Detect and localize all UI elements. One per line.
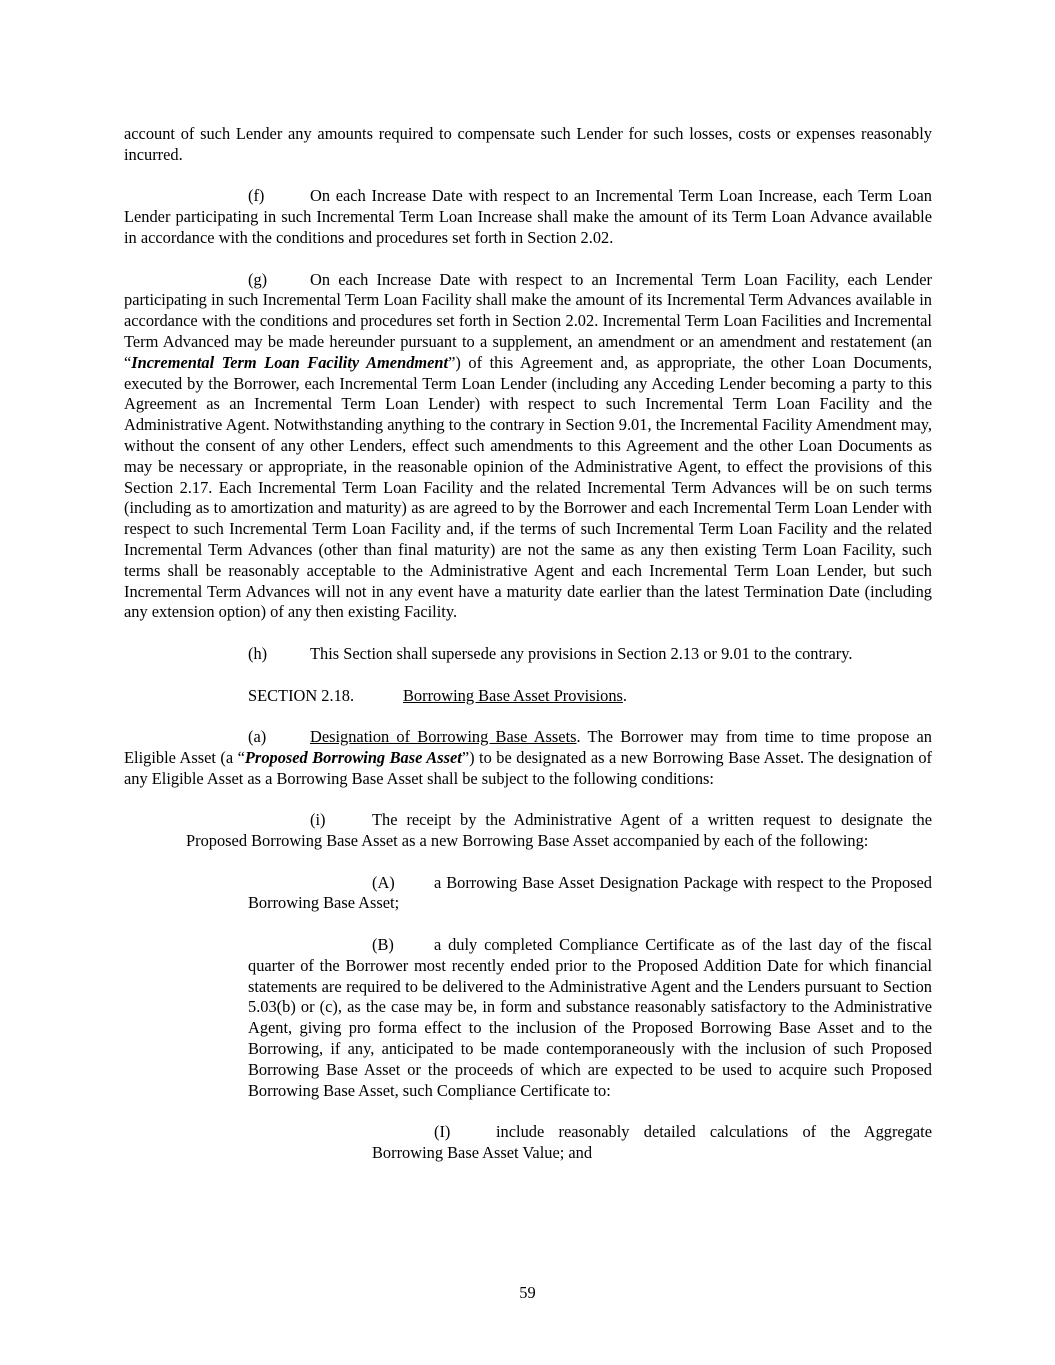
paragraph-i [186, 810, 932, 852]
clause-heading-a: Designation of Borrowing Base Assets [310, 727, 577, 747]
section-heading [124, 686, 932, 707]
clause-text-I: include reasonably detailed calculations of the Aggregate Borrowing Base Asset Value; and [372, 1122, 932, 1163]
defined-term-proposed-asset: Proposed Borrowing Base Asset [244, 747, 462, 767]
section-title: Borrowing Base Asset Provisions [403, 685, 623, 705]
defined-term-incremental-amendment: Incremental Term Loan Facility Amendment [131, 352, 449, 372]
section-title-end: . [622, 685, 628, 705]
clause-text-a-part1: . The Borrower may from time to time propose an Eligible Asset (a “ [124, 727, 933, 767]
document-page [124, 124, 932, 1185]
clause-label-g: (g) [248, 269, 268, 289]
clause-text-f: On each Increase Date with respect to an Incremental Term Loan Increase, each Term Loan Lender participating in such Incremental Term Loan Increase shall make the amount of its Term Loan Advance available in accordance with the conditions and procedures set forth in Section 2.02. [124, 186, 932, 247]
paragraph-f [124, 186, 932, 248]
paragraph-I [372, 1122, 932, 1164]
clause-label-f: (f) [248, 186, 265, 206]
paragraph-h [124, 644, 932, 665]
paragraph-a [124, 727, 932, 789]
paragraph-continuation: account of such Lender any amounts required to compensate such Lender for such losses, costs or expenses reasonably incurred. [124, 124, 932, 164]
clause-text-g-part1: On each Increase Date with respect to an Incremental Term Loan Facility, each Lender participating in such Incremental Term Loan Facility shall make the amount of its Incremental Term Advances available in accordance with the conditions and procedures set forth in Section 2.02. Incremental Term Loan Facilities and Incremental Term Advanced may be made hereunder pursuant to a supplement, an amendment or an amendment and restatement (an “ [124, 269, 932, 372]
paragraph-B [248, 935, 932, 1101]
clause-label-a: (a) [248, 727, 267, 747]
clause-label-B: (B) [372, 935, 394, 955]
page-number: 59 [519, 1283, 536, 1302]
clause-label-i: (i) [310, 810, 326, 830]
clause-text-g-part2: ”) of this Agreement and, as appropriate, the other Loan Documents, executed by the Borrower, each Incremental Term Loan Lender (including any Acceding Lender becoming a party to this Agreement as an Incremental Term Loan Lender) with respect to such Incremental Term Loan Facility and the Administrative Agent. Notwithstanding anything to the contrary in Section 9.01, the Incremental Facility Amendment may, without the consent of any other Lenders, effect such amendments to this Agreement and the other Loan Documents as may be necessary or appropriate, in the reasonable opinion of the Administrative Agent, to effect the provisions of this Section 2.17. Each Incremental Term Loan Facility and the related Incremental Term Advances will be on such terms (including as to amortization and maturity) as are agreed to by the Borrower and each Incremental Term Loan Lender with respect to such Incremental Term Loan Facility and, if the terms of such Incremental Term Loan Facility and the related Incremental Term Advances (other than final maturity) are not the same as any then existing Term Loan Facility, such terms shall be reasonably acceptable to the Administrative Agent and each Incremental Term Loan Lender, but such Incremental Term Advances will not in any event have a maturity date earlier than the latest Termination Date (including any extension option) of any then existing Facility. [124, 352, 932, 622]
clause-text-B: a duly completed Compliance Certificate as of the last day of the fiscal quarter of the Borrower most recently ended prior to the Proposed Addition Date for which financial statements are required to be delivered to the Administrative Agent and the Lenders pursuant to Section 5.03(b) or (c), as the case may be, in form and substance reasonably satisfactory to the Administrative Agent, giving pro forma effect to the inclusion of the Proposed Borrowing Base Asset and to the Borrowing, if any, anticipated to be made contemporaneously with the inclusion of such Proposed Borrowing Base Asset or the proceeds of which are expected to be used to acquire such Proposed Borrowing Base Asset, such Compliance Certificate to: [248, 935, 932, 1100]
clause-label-I: (I) [434, 1122, 451, 1142]
paragraph-A [248, 873, 932, 915]
clause-text-A: a Borrowing Base Asset Designation Package with respect to the Proposed Borrowing Base Asset; [248, 872, 932, 913]
clause-text-a-part2: ”) to be designated as a new Borrowing Base Asset. The designation of any Eligible Asset as a Borrowing Base Asset shall be subject to the following conditions: [124, 747, 933, 788]
clause-text-i: The receipt by the Administrative Agent of a written request to designate the Proposed Borrowing Base Asset as a new Borrowing Base Asset accompanied by each of the following: [186, 810, 932, 851]
section-number: SECTION 2.18. [248, 685, 355, 705]
clause-label-h: (h) [248, 643, 268, 663]
clause-text-h: This Section shall supersede any provisions in Section 2.13 or 9.01 to the contrary. [310, 643, 853, 663]
clause-label-A: (A) [372, 872, 395, 892]
paragraph-g [124, 270, 932, 624]
